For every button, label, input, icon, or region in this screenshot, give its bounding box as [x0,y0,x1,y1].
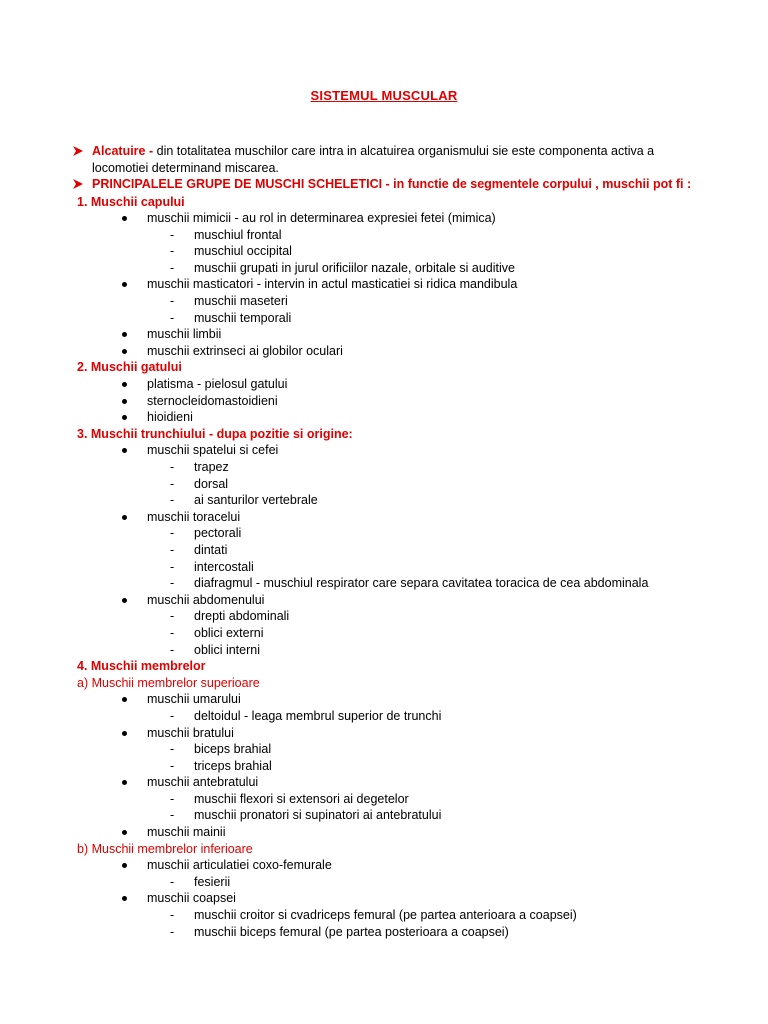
sub-list-item [0,476,768,493]
list-item-text: muschii limbii [147,327,222,342]
dash-bullet: - [170,924,175,939]
section-heading: 2. Muschii gatului [77,360,182,375]
sub-list-item [0,525,768,542]
grupe-label: PRINCIPALELE GRUPE DE MUSCHI SCHELETICI - in functie de segmentele corpului , muschii pot fi : [92,177,692,191]
dash-bullet: - [170,227,175,242]
list-item [0,409,768,426]
sub-list-item [0,741,768,758]
sub-list-item-text: dorsal [194,476,229,491]
list-item-text: muschii abdomenului [147,592,265,607]
list-item [0,857,768,874]
dash-bullet: - [170,874,175,889]
dot-bullet-icon [122,697,127,702]
dot-bullet-icon [122,399,127,404]
list-item [0,725,768,742]
dot-bullet-icon [122,332,127,337]
list-item [0,592,768,609]
document-body [0,143,768,940]
dot-bullet-icon [122,216,127,221]
list-item-text: muschii coapsei [147,891,236,906]
sub-list-item-text: muschii biceps femural (pe partea posterioara a coapsei) [194,924,509,939]
list-item-text: muschii umarului [147,692,241,707]
dot-bullet-icon [122,415,127,420]
list-item [0,343,768,360]
list-item [0,276,768,293]
list-item [0,774,768,791]
sub-list-item [0,608,768,625]
alcatuire-text: din totalitatea muschilor care intra in alcatuirea organismului sie este componenta activa a locomotiei determinand miscarea. [92,144,655,175]
list-item [0,326,768,343]
list-item [0,890,768,907]
list-item-text: muschii masticatori - intervin in actul masticatiei si ridica mandibula [147,277,518,292]
dash-bullet: - [170,493,175,508]
sub-list-item [0,293,768,310]
list-item [0,210,768,227]
sub-list-item [0,791,768,808]
section-heading: 3. Muschii trunchiului - dupa pozitie si origine: [77,426,353,441]
list-item-text: muschii spatelui si cefei [147,443,279,458]
list-item-text: muschii mainii [147,825,226,840]
list-item-text: muschii antebratului [147,775,259,790]
sub-list-item [0,542,768,559]
sub-list-item-text: intercostali [194,559,254,574]
sub-list-item [0,459,768,476]
list-item [0,393,768,410]
sub-list-item-text: fesierii [194,874,231,889]
sub-list-item-text: trapez [194,460,229,474]
list-item [0,442,768,459]
dot-bullet-icon [122,598,127,603]
sub-list-item [0,575,768,592]
sub-list-item [0,260,768,277]
arrowhead-bullet-icon [72,178,84,190]
list-item-text: platisma - pielosul gatului [147,377,288,392]
alcatuire-label: Alcatuire - [92,144,154,158]
sub-list-item-text: muschii flexori si extensori ai degetelor [194,791,409,806]
list-item-text: sternocleidomastoidieni [147,393,278,408]
sub-list-item [0,708,768,725]
sub-list-item [0,559,768,576]
dot-bullet-icon [122,515,127,520]
list-item [0,376,768,393]
section-heading: 1. Muschii capului [77,194,185,209]
list-item-text: muschii bratului [147,725,234,740]
dash-bullet: - [170,642,175,657]
page-title: SISTEMUL MUSCULAR [310,88,458,103]
dot-bullet-icon [122,382,127,387]
sub-list-item-text: muschii temporali [194,310,292,325]
list-item-text: muschii toracelui [147,509,241,524]
dash-bullet: - [170,310,175,325]
sub-list-item [0,642,768,659]
sub-list-item-text: muschii maseteri [194,294,288,309]
list-item [0,691,768,708]
dash-bullet: - [170,294,175,309]
list-item [0,824,768,841]
sub-list-item-text: pectorali [194,526,242,541]
sub-list-item [0,907,768,924]
sub-list-item [0,874,768,891]
dash-bullet: - [170,559,175,574]
dot-bullet-icon [122,830,127,835]
dash-bullet: - [170,260,175,275]
list-item-text: muschii articulatiei coxo-femurale [147,858,332,873]
dash-bullet: - [170,609,175,624]
sub-list-item-text: drepti abdominali [194,609,290,624]
dash-bullet: - [170,460,175,474]
list-item-text: hioidieni [147,410,193,425]
dash-bullet: - [170,244,175,259]
sub-list-item-text: muschii pronatori si supinatori ai antebratului [194,808,442,823]
arrowhead-bullet-icon [72,145,84,157]
sub-list-item [0,243,768,260]
sub-list-item-text: biceps brahial [194,742,272,757]
sub-list-item [0,625,768,642]
dot-bullet-icon [122,731,127,736]
dash-bullet: - [170,758,175,773]
section-heading: b) Muschii membrelor inferioare [77,841,253,856]
dash-bullet: - [170,791,175,806]
dot-bullet-icon [122,780,127,785]
sub-list-item [0,807,768,824]
sub-list-item-text: oblici externi [194,625,264,640]
sub-list-item [0,310,768,327]
sub-list-item-text: triceps brahial [194,758,272,773]
intro-alcatuire [0,143,768,176]
section-heading: a) Muschii membrelor superioare [77,675,260,690]
section-heading: 4. Muschii membrelor [77,659,206,674]
dash-bullet: - [170,476,175,491]
list-item [0,509,768,526]
sub-list-item [0,758,768,775]
dash-bullet: - [170,526,175,541]
sub-list-item-text: muschii grupati in jurul orificiilor nazale, orbitale si auditive [194,260,515,275]
sub-list-item-text: muschiul occipital [194,244,292,259]
dash-bullet: - [170,742,175,757]
muscle-groups-list [0,194,768,941]
sub-list-item-text: diafragmul - muschiul respirator care separa cavitatea toracica de cea abdominala [194,576,649,591]
dash-bullet: - [170,542,175,557]
sub-list-item-text: muschiul frontal [194,227,282,242]
dash-bullet: - [170,808,175,823]
dash-bullet: - [170,908,175,923]
sub-list-item-text: dintati [194,542,228,557]
sub-list-item-text: oblici interni [194,642,261,657]
dash-bullet: - [170,625,175,640]
list-item-text: muschii mimicii - au rol in determinarea expresiei fetei (mimica) [147,211,496,226]
dot-bullet-icon [122,896,127,901]
sub-list-item-text: deltoidul - leaga membrul superior de trunchi [194,708,442,723]
sub-list-item [0,227,768,244]
sub-list-item [0,924,768,941]
intro-grupe [0,176,768,193]
dot-bullet-icon [122,448,127,453]
dash-bullet: - [170,576,175,591]
dot-bullet-icon [122,349,127,354]
sub-list-item [0,492,768,509]
dot-bullet-icon [122,282,127,287]
sub-list-item-text: ai santurilor vertebrale [194,493,318,508]
sub-list-item-text: muschii croitor si cvadriceps femural (pe partea anterioara a coapsei) [194,908,577,923]
dot-bullet-icon [122,863,127,868]
list-item-text: muschii extrinseci ai globilor oculari [147,343,343,358]
dash-bullet: - [170,708,175,723]
